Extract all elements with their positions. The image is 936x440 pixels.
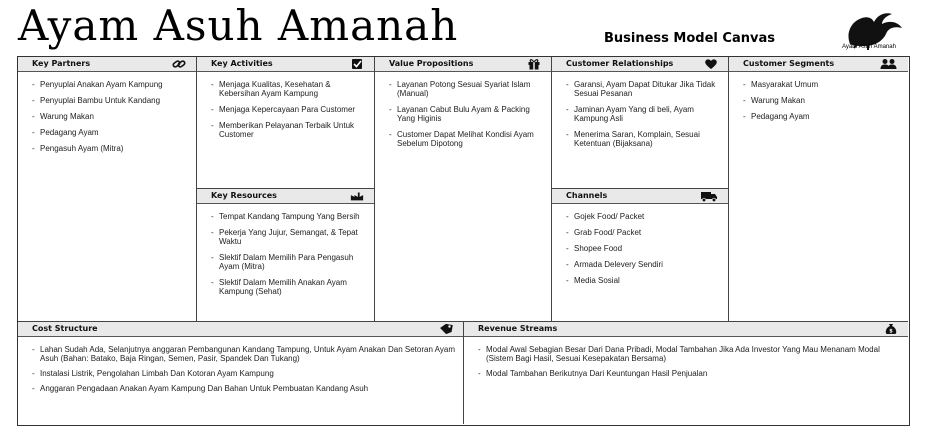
- list-item: - Menerima Saran, Komplain, Sesuai Ketentuan (Bijaksana): [566, 130, 722, 148]
- list-item: - Menjaga Kualitas, Kesehatan & Kebersihan Ayam Kampung: [211, 80, 368, 98]
- list-item: - Warung Makan: [32, 112, 190, 121]
- list-item: - Modal Awal Sebagian Besar Dari Dana Pribadi, Modal Tambahan Jika Ada Investor Yang Mau Menanam Modal (Sistem Bagi Hasil, Sesuai Kesepakatan Bersama): [478, 345, 902, 363]
- key-activities-header: [197, 57, 374, 72]
- list-item: - Modal Tambahan Berikutnya Dari Keuntungan Hasil Penjualan: [478, 369, 902, 378]
- key-resources-header: [197, 189, 374, 204]
- key-partners-title: Key Partners: [32, 59, 91, 68]
- checkbox-icon: [350, 58, 364, 70]
- list-item: - Slektif Dalam Memilih Para Pengasuh Ayam (Mitra): [211, 253, 368, 271]
- list-item: - Pengasuh Ayam (Mitra): [32, 144, 190, 153]
- list-item: - Garansi, Ayam Dapat Ditukar Jika Tidak Sesuai Pesanan: [566, 80, 722, 98]
- logo-caption: Ayam Asuh Amanah: [842, 44, 896, 50]
- revenue-streams-section: [464, 322, 908, 424]
- revenue-streams-header: [464, 322, 908, 337]
- business-model-canvas: [17, 56, 910, 426]
- factory-icon: [350, 190, 364, 202]
- cost-structure-section: [18, 322, 464, 424]
- list-item: - Masyarakat Umum: [743, 80, 902, 89]
- heart-icon: [704, 58, 718, 70]
- key-activities-section: [197, 57, 375, 189]
- truck-icon: [700, 190, 718, 202]
- customer-relationships-section: [552, 57, 729, 189]
- list-item: - Menjaga Kepercayaan Para Customer: [211, 105, 368, 114]
- list-item: - Layanan Cabut Bulu Ayam & Packing Yang Higinis: [389, 105, 545, 123]
- list-item: - Grab Food/ Packet: [566, 228, 722, 237]
- cost-structure-title: Cost Structure: [32, 324, 98, 333]
- list-item: - Lahan Sudah Ada, Selanjutnya anggaran Pembangunan Kandang Tampung, Untuk Ayam Anakan Dan Setoran Ayam Asuh (Bahan: Batako, Baja Ringan, Semen, Pasir, Spandek Dan Tukang): [32, 345, 457, 363]
- customer-segments-header: [729, 57, 908, 72]
- channels-header: [552, 189, 728, 204]
- key-partners-header: [18, 57, 196, 72]
- list-item: - Tempat Kandang Tampung Yang Bersih: [211, 212, 368, 221]
- key-activities-title: Key Activities: [211, 59, 273, 68]
- page-subtitle: Business Model Canvas: [604, 31, 775, 46]
- list-item: - Instalasi Listrik, Pengolahan Limbah Dan Kotoran Ayam Kampung: [32, 369, 457, 378]
- revenue-streams-title: Revenue Streams: [478, 324, 558, 333]
- value-propositions-section: [375, 57, 552, 322]
- list-item: - Jaminan Ayam Yang di beli, Ayam Kampung Asli: [566, 105, 722, 123]
- cost-structure-header: [18, 322, 463, 337]
- page-title: Ayam Asuh Amanah: [18, 1, 459, 50]
- list-item: - Customer Dapat Melihat Kondisi Ayam Sebelum Dipotong: [389, 130, 545, 148]
- users-icon: [880, 58, 898, 70]
- customer-relationships-title: Customer Relationships: [566, 59, 674, 68]
- customer-relationships-header: [552, 57, 728, 72]
- link-icon: [172, 58, 186, 70]
- list-item: - Slektif Dalam Memilih Anakan Ayam Kampung (Sehat): [211, 278, 368, 296]
- list-item: - Layanan Potong Sesuai Syariat Islam (Manual): [389, 80, 545, 98]
- channels-title: Channels: [566, 191, 608, 200]
- list-item: - Armada Delevery Sendiri: [566, 260, 722, 269]
- list-item: - Penyuplai Bambu Untuk Kandang: [32, 96, 190, 105]
- gift-icon: [527, 58, 541, 70]
- key-resources-section: [197, 189, 375, 322]
- svg-text:$: $: [889, 328, 893, 335]
- list-item: - Pedagang Ayam: [743, 112, 902, 121]
- list-item: - Anggaran Pengadaan Anakan Ayam Kampung Dan Bahan Untuk Pembuatan Kandang Asuh: [32, 384, 457, 393]
- list-item: - Media Sosial: [566, 276, 722, 285]
- tag-icon: [439, 323, 453, 335]
- list-item: - Shopee Food: [566, 244, 722, 253]
- list-item: - Pedagang Ayam: [32, 128, 190, 137]
- value-propositions-title: Value Propositions: [389, 59, 474, 68]
- value-propositions-header: [375, 57, 551, 72]
- money-bag-icon: [884, 323, 898, 335]
- list-item: - Pekerja Yang Jujur, Semangat, & Tepat Waktu: [211, 228, 368, 246]
- customer-segments-section: [729, 57, 908, 322]
- key-resources-title: Key Resources: [211, 191, 277, 200]
- customer-segments-title: Customer Segments: [743, 59, 835, 68]
- channels-section: [552, 189, 729, 322]
- list-item: - Gojek Food/ Packet: [566, 212, 722, 221]
- key-partners-section: [18, 57, 197, 322]
- list-item: - Memberikan Pelayanan Terbaik Untuk Customer: [211, 121, 368, 139]
- list-item: - Warung Makan: [743, 96, 902, 105]
- list-item: - Penyuplai Anakan Ayam Kampung: [32, 80, 190, 89]
